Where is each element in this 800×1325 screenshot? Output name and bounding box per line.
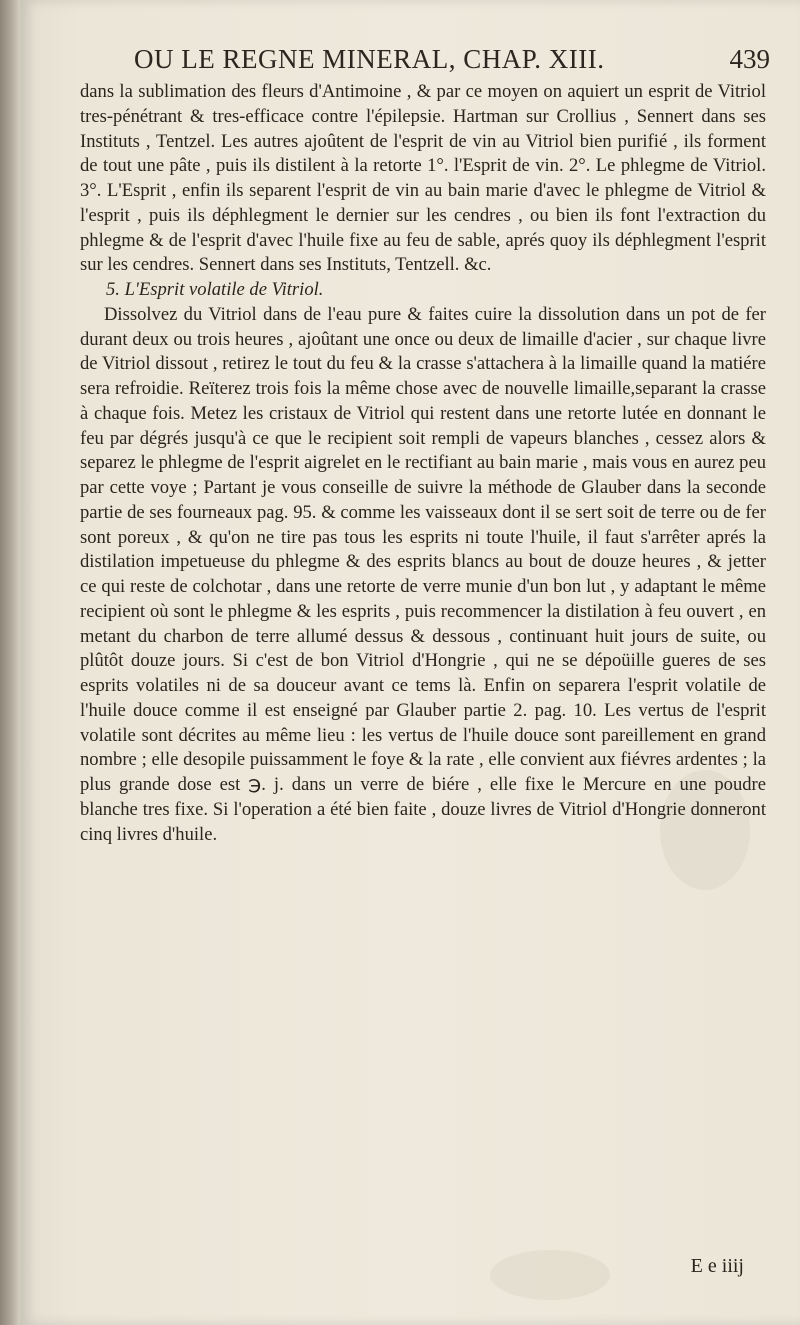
running-head: OU LE REGNE MINERAL, CHAP. XIII.	[134, 44, 605, 74]
printer-signature: E e iiij	[690, 1255, 744, 1277]
page-content	[80, 80, 766, 847]
book-page	[20, 0, 800, 1325]
page-header	[106, 44, 796, 84]
page-number: 439	[729, 44, 770, 74]
paragraph-2: Dissolvez du Vitriol dans de l'eau pure & faites cuire la dissolution dans un pot de fer durant deux ou trois heures , ajoûtant une once ou deux de limaille d'acier , sur chaque livre de Vitriol dissout , retirez le tout du feu & la crasse s'attachera à la limaille quand la matiére sera refroidie. Reïterez trois fois la même chose avec de nouvelle limaille,separant la crasse à chaque fois. Metez les cristaux de Vitriol qui restent dans une retorte lutée en donnant le feu par dégrés jusqu'à ce que le recipient soit rempli de vapeurs blanches , cessez alors & separez le phlegme de l'esprit aigrelet en le rectifiant au bain marie , mais vous en aurez peu par cette voye ; Partant je vous conseille de suivre la méthode de Glauber dans la seconde partie de ses fourneaux pag. 95. & comme les vaisseaux dont il se sert soit de terre ou de fer sont poreux , & qu'on ne tire pas tous les esprits ni toute l'huile, il faut s'arrêter aprés la distilation impetueuse du phlegme & des esprits blancs au bout de douze heures , & jetter ce qui reste de colchotar , dans une retorte de verre munie d'un bon lut , y adaptant le même recipient où sont le phlegme & les esprits , puis recommencer la distilation à feu ouvert , en metant du charbon de terre allumé dessus & dessous , continuant huit jours de suite, ou plûtôt douze jours. Si c'est de bon Vitriol d'Hongrie , qui ne se dépoüille gueres de ses esprits volatiles ni de sa douceur avant ce tems là. Enfin on separera l'esprit volatile de l'huile douce comme il est enseigné par Glauber partie 2. pag. 10. Les vertus de l'esprit volatile sont décrites au même lieu : les vertus de l'huile douce sont pareillement en grand nombre ; elle desopile puissamment le foye & la rate , elle convient aux fiévres ardentes ; la plus grande dose est ℈. j. dans un verre de biére , elle fixe le Mercure en une poudre blanche tres fixe. Si l'operation a été bien faite , douze livres de Vitriol d'Hongrie donneront cinq livres d'huile.	[80, 303, 766, 845]
section-title: 5. L'Esprit volatile de Vitriol.	[106, 279, 324, 300]
book-spine	[0, 0, 20, 1325]
paper-stain	[490, 1250, 610, 1300]
paragraph-1: dans la sublimation des fleurs d'Antimoine , & par ce moyen on aquiert un esprit de Vitriol tres-pénétrant & tres-efficace contre l'épilepsie. Hartman sur Crollius , Sennert dans ses Instituts , Tentzel. Les autres ajoûtent de l'esprit de vin au Vitriol bien purifié , ils forment de tout une pâte , puis ils distilent à la retorte 1°. l'Esprit de vin. 2°. Le phlegme de Vitriol. 3°. L'Esprit , enfin ils separent l'esprit de vin au bain marie d'avec le phlegme de Vitriol & l'esprit , puis ils déphlegment le dernier sur les cendres , ou bien ils font l'extraction du phlegme & de l'esprit d'avec l'huile fixe au feu de sable, aprés quoy ils déphlegment l'esprit sur les cendres. Sennert dans ses Instituts, Tentzell. &c.	[80, 81, 766, 276]
